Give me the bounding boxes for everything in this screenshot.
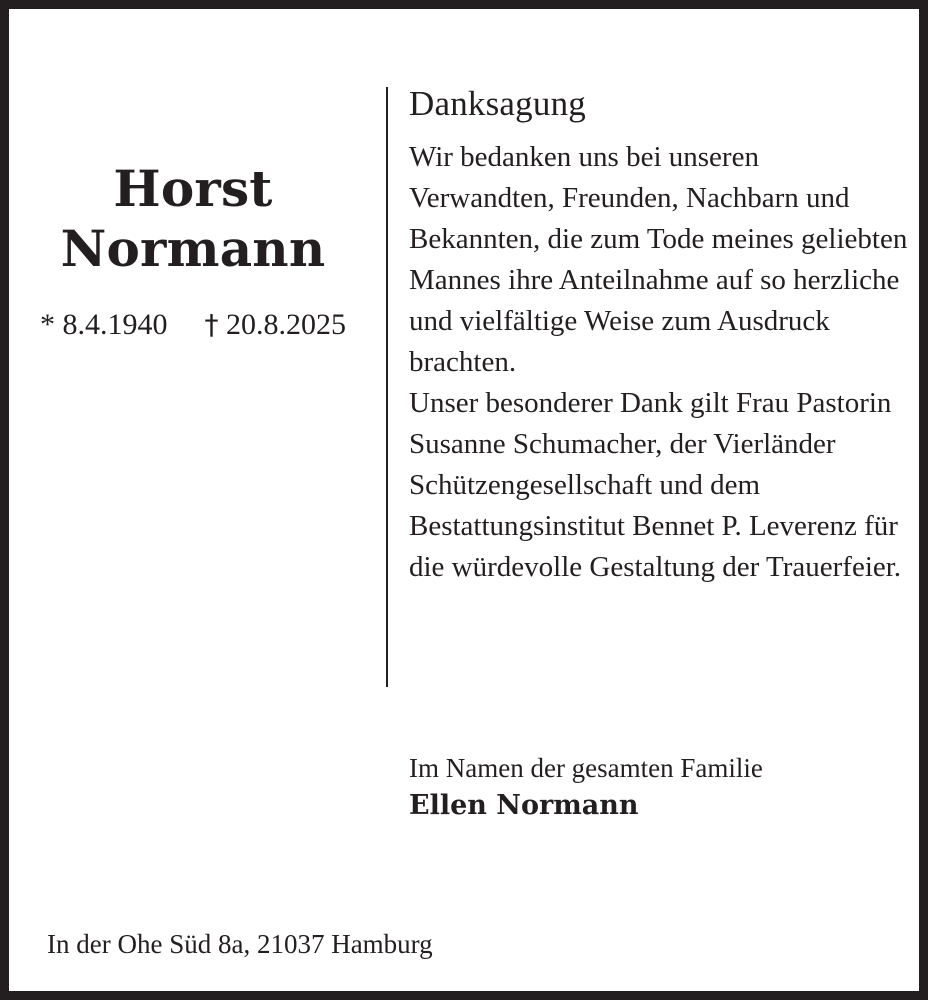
memorial-column: [9, 9, 377, 709]
deceased-last-name: Normann: [60, 219, 326, 278]
footer-address: In der Ohe Süd 8a, 21037 Hamburg: [47, 929, 433, 959]
notice-inner: [9, 9, 919, 991]
notice-columns: [9, 9, 919, 869]
life-dates: [9, 307, 377, 343]
signature-block: [409, 749, 909, 825]
message-heading: Danksagung: [409, 84, 586, 123]
column-divider: [386, 87, 388, 687]
deceased-name: [9, 159, 377, 279]
signature-name: Ellen Normann: [409, 790, 639, 821]
message-paragraph-2: Unser besonderer Dank gilt Frau Pastorin Susanne Schumacher, der Vierländer Schützengesellschaft und dem Bestattungsinstitut Bennet P. Leverenz für die würdevolle Gestaltung der Trauerfeier.: [409, 387, 902, 583]
message-column: [409, 83, 909, 588]
signature-line: Im Namen der gesamten Familie: [409, 753, 763, 783]
birth-date: 8.4.1940: [62, 308, 168, 341]
birth-symbol: *: [40, 308, 55, 341]
death-date: 20.8.2025: [226, 308, 346, 341]
deceased-first-name: Horst: [113, 159, 273, 218]
message-paragraph-1: Wir bedanken uns bei unseren Verwandten, Freunden, Nachbarn und Bekannten, die zum Tode meines geliebten Mannes ihre Anteilnahme auf so herzliche und vielfältige Weise zum Ausdruck brachten.: [409, 141, 908, 378]
cross-icon: †: [204, 308, 219, 341]
